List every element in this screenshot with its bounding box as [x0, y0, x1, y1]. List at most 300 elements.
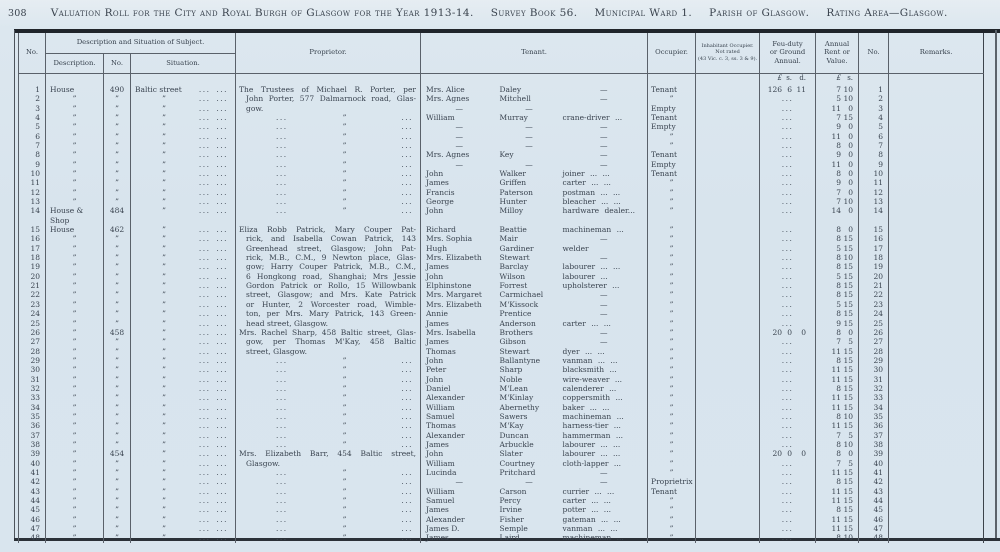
remarks-cell: [889, 477, 984, 486]
street-number-cell: ”: [104, 319, 131, 328]
row-number-right: 10: [859, 169, 889, 178]
row-number-left: 16: [19, 234, 46, 243]
proprietor-cell: Mrs. Rachel Sharp, 458 Baltic street, Glas-: [236, 328, 421, 337]
inhabitant-occupier-cell: [696, 225, 760, 234]
row-number-left: 22: [19, 290, 46, 299]
row-number-left: 10: [19, 169, 46, 178]
row-number-right: 3: [859, 104, 889, 113]
tenant-surname-cell: Irvine: [499, 505, 522, 515]
tenant-surname-cell: Forrest: [499, 281, 528, 291]
tenant-forename-cell: Mrs. Sophia: [421, 234, 498, 243]
street-number-cell: 454: [104, 449, 131, 458]
tenant-forename-cell: William: [421, 487, 498, 496]
row-number-left: 39: [19, 449, 46, 458]
table-row: [19, 206, 984, 225]
occupier-cell: ”: [648, 515, 696, 524]
situation-cell: ” ... ...: [131, 234, 236, 243]
feu-duty-cell: ...: [760, 253, 816, 262]
shillings-label: s.: [847, 73, 854, 82]
inhabitant-line3: (43 Vic. c. 3, ss. 3 & 9).: [697, 56, 758, 63]
feu-duty-cell: ...: [760, 272, 816, 281]
pound-sign: £: [836, 73, 842, 82]
row-number-right: 18: [859, 253, 889, 262]
row-number-left: 46: [19, 515, 46, 524]
occupier-cell: ”: [648, 505, 696, 514]
tenant-surname-cell: Semple: [499, 524, 528, 534]
feu-duty-cell: ...: [760, 412, 816, 421]
street-number-cell: ”: [104, 487, 131, 496]
remarks-cell: [889, 328, 984, 337]
tenant-forename-cell: James: [421, 505, 498, 514]
situation-cell: ” ... ...: [131, 197, 236, 206]
feu-duty-cell: ...: [760, 132, 816, 141]
street-number-cell: ”: [104, 197, 131, 206]
row-number-right: 24: [859, 309, 889, 318]
inhabitant-occupier-cell: [696, 524, 760, 533]
occupier-cell: ”: [648, 533, 696, 542]
tenant-surname-cell: —: [525, 122, 533, 132]
feu-duty-cell: ...: [760, 375, 816, 384]
remarks-cell: [889, 403, 984, 412]
tenant-surname-cell: M'Lean: [499, 383, 528, 393]
proprietor-cell: rick, M.B., C.M., 9 Newton place, Glas-: [236, 253, 421, 262]
tenant-forename-cell: Alexander: [421, 393, 498, 402]
table-row: [19, 412, 984, 421]
description-cell: ”: [46, 337, 104, 346]
description-cell: ”: [46, 347, 104, 356]
remarks-cell: [889, 160, 984, 169]
tenant-forename-cell: John: [421, 375, 498, 384]
remarks-cell: [889, 319, 984, 328]
row-number-left: 26: [19, 328, 46, 337]
description-cell: ”: [46, 328, 104, 337]
top-rule: [14, 29, 1000, 33]
inhabitant-occupier-cell: [696, 197, 760, 206]
proprietor-cell: gow, per Thomas M'Kay, 458 Baltic: [236, 337, 421, 346]
tenant-surname-cell: Ballantyne: [499, 355, 541, 365]
tenant-forename-cell: Daniel: [421, 384, 498, 393]
proprietor-cell: ... ” ...: [236, 533, 421, 542]
tenant-surname-cell: Anderson: [499, 318, 536, 328]
tenant-surname-cell: Barclay: [499, 262, 529, 272]
situation-cell: ” ... ...: [131, 290, 236, 299]
row-number-left: 47: [19, 524, 46, 533]
feu-duty-cell: ...: [760, 94, 816, 103]
feu-duty-cell: ...: [760, 487, 816, 496]
rent-cell: 11 15: [816, 347, 859, 356]
situation-cell: ” ... ...: [131, 496, 236, 505]
row-number-right: 25: [859, 319, 889, 328]
description-cell: ”: [46, 160, 104, 169]
street-number-cell: ”: [104, 244, 131, 253]
tenant-forename-cell: John: [421, 356, 498, 365]
rent-cell: 8 0: [816, 169, 859, 178]
rent-cell: 7 10: [816, 197, 859, 206]
tenant-surname-cell: Mair: [499, 234, 518, 244]
street-number-cell: ”: [104, 496, 131, 505]
table-row: [19, 384, 984, 393]
tenant-occupation-cell: postman ... ...: [562, 187, 621, 197]
row-number-left: 41: [19, 468, 46, 477]
street-number-cell: ”: [104, 234, 131, 243]
remarks-cell: [889, 272, 984, 281]
tenant-forename-cell: Mrs. Agnes: [421, 150, 498, 159]
table-header: [19, 33, 984, 73]
remarks-cell: [889, 421, 984, 430]
table-row: [19, 375, 984, 384]
tenant-occupation-cell: machineman ...: [562, 533, 624, 543]
description-cell: ”: [46, 319, 104, 328]
tenant-occupation-cell: carter ... ...: [562, 318, 611, 328]
remarks-cell: [889, 440, 984, 449]
table-row: [19, 496, 984, 505]
rent-cell: 8 15: [816, 281, 859, 290]
tenant-occupation-cell: —: [600, 234, 608, 244]
tenant-forename-cell: James: [421, 178, 498, 187]
row-number-right: 4: [859, 113, 889, 122]
tenant-occupation-cell: baker ... ...: [562, 402, 610, 412]
description-cell: ”: [46, 449, 104, 458]
street-number-cell: ”: [104, 440, 131, 449]
table-row: [19, 300, 984, 309]
page-right-edge: [995, 30, 997, 541]
row-number-right: 7: [859, 141, 889, 150]
proprietor-cell: Glasgow.: [236, 459, 421, 468]
survey-book-label: Survey Book 56.: [490, 7, 578, 19]
tenant-occupation-cell: harness-tier ...: [562, 421, 621, 431]
row-number-left: 20: [19, 272, 46, 281]
remarks-cell: [889, 253, 984, 262]
proprietor-cell: ... ” ...: [236, 141, 421, 150]
situation-cell: ” ... ...: [131, 412, 236, 421]
remarks-cell: [889, 375, 984, 384]
tenant-surname-cell: Brothers: [499, 327, 533, 337]
row-number-left: 45: [19, 505, 46, 514]
row-number-right: 29: [859, 356, 889, 365]
rent-cell: 7 5: [816, 431, 859, 440]
proprietor-cell: ... ” ...: [236, 206, 421, 225]
row-number-right: 30: [859, 365, 889, 374]
inhabitant-occupier-cell: [696, 384, 760, 393]
remarks-cell: [889, 169, 984, 178]
proprietor-cell: ... ” ...: [236, 505, 421, 514]
description-cell: ”: [46, 403, 104, 412]
col-header-proprietor: Proprietor.: [236, 33, 421, 73]
row-number-right: 28: [859, 347, 889, 356]
tenant-occupation-cell: cloth-lapper ...: [562, 458, 622, 468]
situation-cell: ” ... ...: [131, 178, 236, 187]
row-number-left: 24: [19, 309, 46, 318]
situation-cell: ” ... ...: [131, 150, 236, 159]
table-row: [19, 309, 984, 318]
proprietor-cell: ... ” ...: [236, 421, 421, 430]
tenant-surname-cell: —: [525, 131, 533, 141]
occupier-cell: ”: [648, 356, 696, 365]
tenant-surname-cell: Stewart: [499, 253, 530, 263]
situation-cell: ” ... ...: [131, 206, 236, 225]
description-cell: ”: [46, 375, 104, 384]
street-number-cell: ”: [104, 421, 131, 430]
street-number-cell: 490: [104, 85, 131, 94]
feu-duty-cell: ...: [760, 141, 816, 150]
left-double-rule: [14, 30, 15, 539]
tenant-forename-cell: John: [421, 206, 498, 225]
inhabitant-occupier-cell: [696, 515, 760, 524]
description-cell: ”: [46, 421, 104, 430]
inhabitant-occupier-cell: [696, 178, 760, 187]
proprietor-cell: ... ” ...: [236, 524, 421, 533]
description-cell: ”: [46, 290, 104, 299]
tenant-surname-cell: Prentice: [499, 309, 532, 319]
row-number-right: 22: [859, 290, 889, 299]
tenant-surname-cell: Wilson: [499, 271, 526, 281]
row-number-right: 15: [859, 225, 889, 234]
col-header-feu-duty: Feu-duty or Ground Annual.: [760, 33, 816, 73]
rent-cell: 5 15: [816, 272, 859, 281]
tenant-surname-cell: —: [525, 141, 533, 151]
description-cell: ”: [46, 533, 104, 542]
proprietor-cell: ton, per Mrs. Mary Patrick, 143 Green-: [236, 309, 421, 318]
feu-duty-cell: ...: [760, 281, 816, 290]
tenant-occupation-cell: —: [600, 85, 608, 94]
rent-cell: 11 15: [816, 421, 859, 430]
row-number-right: 6: [859, 132, 889, 141]
occupier-cell: ”: [648, 141, 696, 150]
rent-cell: 8 15: [816, 309, 859, 318]
feu-duty-cell: ...: [760, 150, 816, 159]
inhabitant-occupier-cell: [696, 459, 760, 468]
feu-duty-cell: ...: [760, 319, 816, 328]
description-cell: ”: [46, 309, 104, 318]
feu-duty-cell: ...: [760, 515, 816, 524]
row-number-right: 31: [859, 375, 889, 384]
table-row: [19, 524, 984, 533]
street-number-cell: ”: [104, 393, 131, 402]
proprietor-cell: ... ” ...: [236, 365, 421, 374]
tenant-occupation-cell: machineman ...: [562, 225, 624, 235]
rent-units-cell: [816, 73, 859, 85]
row-number-right: 40: [859, 459, 889, 468]
remarks-cell: [889, 431, 984, 440]
street-number-cell: ”: [104, 132, 131, 141]
situation-cell: ” ... ...: [131, 281, 236, 290]
tenant-forename-cell: William: [421, 459, 498, 468]
row-number-left: 42: [19, 477, 46, 486]
rent-cell: 8 15: [816, 356, 859, 365]
remarks-cell: [889, 113, 984, 122]
description-cell: ”: [46, 132, 104, 141]
description-cell: ”: [46, 487, 104, 496]
inhabitant-occupier-cell: [696, 104, 760, 113]
rent-cell: 8 15: [816, 234, 859, 243]
tenant-occupation-cell: —: [600, 327, 608, 337]
tenant-occupation-cell: machineman ...: [562, 411, 624, 421]
description-cell: ”: [46, 431, 104, 440]
proprietor-cell: ... ” ...: [236, 122, 421, 131]
remarks-cell: [889, 533, 984, 542]
row-number-left: 3: [19, 104, 46, 113]
street-number-cell: ”: [104, 178, 131, 187]
tenant-forename-cell: James: [421, 262, 498, 271]
description-cell: ”: [46, 384, 104, 393]
rent-cell: 11 15: [816, 393, 859, 402]
table-row: [19, 533, 984, 542]
rent-cell: 8 0: [816, 141, 859, 150]
remarks-cell: [889, 449, 984, 458]
proprietor-cell: street, Glasgow; and Mrs. Kate Patrick: [236, 290, 421, 299]
description-cell: ”: [46, 272, 104, 281]
feu-duty-cell: ...: [760, 459, 816, 468]
table-row: [19, 468, 984, 477]
tenant-occupation-cell: —: [600, 253, 608, 263]
tenant-occupation-cell: labourer ... ...: [562, 262, 621, 272]
row-number-right: 43: [859, 487, 889, 496]
situation-cell: ” ... ...: [131, 459, 236, 468]
rent-cell: 11 15: [816, 468, 859, 477]
proprietor-cell: ... ” ...: [236, 487, 421, 496]
inhabitant-occupier-cell: [696, 375, 760, 384]
feu-duty-cell: ...: [760, 468, 816, 477]
inhabitant-occupier-cell: [696, 141, 760, 150]
situation-cell: ” ... ...: [131, 515, 236, 524]
tenant-occupation-cell: welder: [562, 243, 589, 253]
street-number-cell: ”: [104, 459, 131, 468]
inhabitant-line1: Inhabitant Occupier.: [701, 42, 754, 49]
street-number-cell: ”: [104, 272, 131, 281]
situation-cell: ” ... ...: [131, 365, 236, 374]
description-cell: ”: [46, 169, 104, 178]
description-cell: ”: [46, 244, 104, 253]
tenant-occupation-cell: —: [600, 290, 608, 300]
tenant-surname-cell: Daley: [499, 85, 522, 94]
street-number-cell: 458: [104, 328, 131, 337]
proprietor-cell: ... ” ...: [236, 132, 421, 141]
tenant-forename-cell: Mrs. Isabella: [421, 328, 498, 337]
col-header-sub-description: Description.: [46, 53, 104, 73]
table-row: [19, 113, 984, 122]
situation-cell: ” ... ...: [131, 403, 236, 412]
occupier-cell: ”: [648, 262, 696, 271]
tenant-surname-cell: Slater: [499, 449, 523, 459]
rent-cell: 8 15: [816, 477, 859, 486]
tenant-surname-cell: M'Kinlay: [499, 393, 534, 403]
rent-cell: 11 15: [816, 496, 859, 505]
row-number-left: 14: [19, 206, 46, 225]
tenant-surname-cell: Sawers: [499, 411, 528, 421]
feu-duty-cell: ...: [760, 347, 816, 356]
situation-cell: ” ... ...: [131, 300, 236, 309]
street-number-cell: ”: [104, 515, 131, 524]
row-number-left: 19: [19, 262, 46, 271]
proprietor-cell: Mrs. Elizabeth Barr, 454 Baltic street,: [236, 449, 421, 458]
proprietor-cell: ... ” ...: [236, 178, 421, 187]
tenant-occupation-cell: crane-driver ...: [562, 113, 623, 123]
tenant-occupation-cell: blacksmith ...: [562, 365, 617, 375]
occupier-cell: ”: [648, 178, 696, 187]
street-number-cell: ”: [104, 300, 131, 309]
table-row: [19, 347, 984, 356]
inhabitant-occupier-cell: [696, 403, 760, 412]
situation-cell: ” ... ...: [131, 440, 236, 449]
row-number-left: 1: [19, 85, 46, 94]
situation-cell: ” ... ...: [131, 132, 236, 141]
remarks-cell: [889, 290, 984, 299]
rent-cell: 11 15: [816, 403, 859, 412]
row-number-right: 44: [859, 496, 889, 505]
row-number-left: 35: [19, 412, 46, 421]
row-number-left: 40: [19, 459, 46, 468]
table-row: [19, 421, 984, 430]
feu-duty-cell: 126 6 11: [760, 85, 816, 94]
tenant-forename-cell: Mrs. Alice: [421, 85, 498, 94]
row-number-right: 19: [859, 262, 889, 271]
feu-duty-cell: ...: [760, 309, 816, 318]
tenant-forename-cell: George: [421, 197, 498, 206]
situation-cell: ” ... ...: [131, 253, 236, 262]
rent-cell: 9 0: [816, 122, 859, 131]
occupier-cell: ”: [648, 431, 696, 440]
tenant-occupation-cell: wire-weaver ...: [562, 374, 623, 384]
remarks-cell: [889, 365, 984, 374]
description-cell: ”: [46, 505, 104, 514]
occupier-cell: ”: [648, 197, 696, 206]
proprietor-cell: ... ” ...: [236, 197, 421, 206]
row-number-left: 12: [19, 188, 46, 197]
situation-cell: ” ... ...: [131, 94, 236, 103]
situation-cell: ” ... ...: [131, 122, 236, 131]
tenant-forename-cell: —: [421, 477, 498, 486]
situation-cell: ” ... ...: [131, 141, 236, 150]
feu-duty-cell: ...: [760, 290, 816, 299]
row-number-right: 33: [859, 393, 889, 402]
tenant-forename-cell: James D.: [421, 524, 498, 533]
remarks-cell: [889, 244, 984, 253]
tenant-occupation-cell: labourer ... ...: [562, 439, 621, 449]
tenant-surname-cell: Duncan: [499, 430, 529, 440]
row-number-left: 31: [19, 375, 46, 384]
table-row: [19, 477, 984, 486]
feu-duty-cell: ...: [760, 356, 816, 365]
occupier-cell: ”: [648, 290, 696, 299]
inhabitant-occupier-cell: [696, 206, 760, 225]
feu-duty-cell: ...: [760, 533, 816, 542]
tenant-occupation-cell: labourer ...: [562, 271, 608, 281]
situation-cell: ” ... ...: [131, 524, 236, 533]
occupier-cell: ”: [648, 337, 696, 346]
situation-cell: ” ... ...: [131, 337, 236, 346]
inhabitant-occupier-cell: [696, 272, 760, 281]
feu-duty-cell: ...: [760, 113, 816, 122]
proprietor-cell: Eliza Robb Patrick, Mary Couper Pat-: [236, 225, 421, 234]
row-number-left: 9: [19, 160, 46, 169]
tenant-occupation-cell: —: [600, 337, 608, 347]
row-number-right: 32: [859, 384, 889, 393]
tenant-occupation-cell: —: [600, 122, 608, 132]
remarks-cell: [889, 496, 984, 505]
proprietor-cell: gow.: [236, 104, 421, 113]
street-number-cell: ”: [104, 431, 131, 440]
remarks-cell: [889, 515, 984, 524]
table-row: [19, 487, 984, 496]
inhabitant-occupier-cell: [696, 496, 760, 505]
tenant-surname-cell: M'Kay: [499, 421, 524, 431]
rent-cell: 11 0: [816, 160, 859, 169]
table-row: [19, 365, 984, 374]
table-row: [19, 197, 984, 206]
row-number-left: 44: [19, 496, 46, 505]
tenant-surname-cell: Hunter: [499, 197, 527, 207]
tenant-occupation-cell: hammerman ...: [562, 430, 624, 440]
